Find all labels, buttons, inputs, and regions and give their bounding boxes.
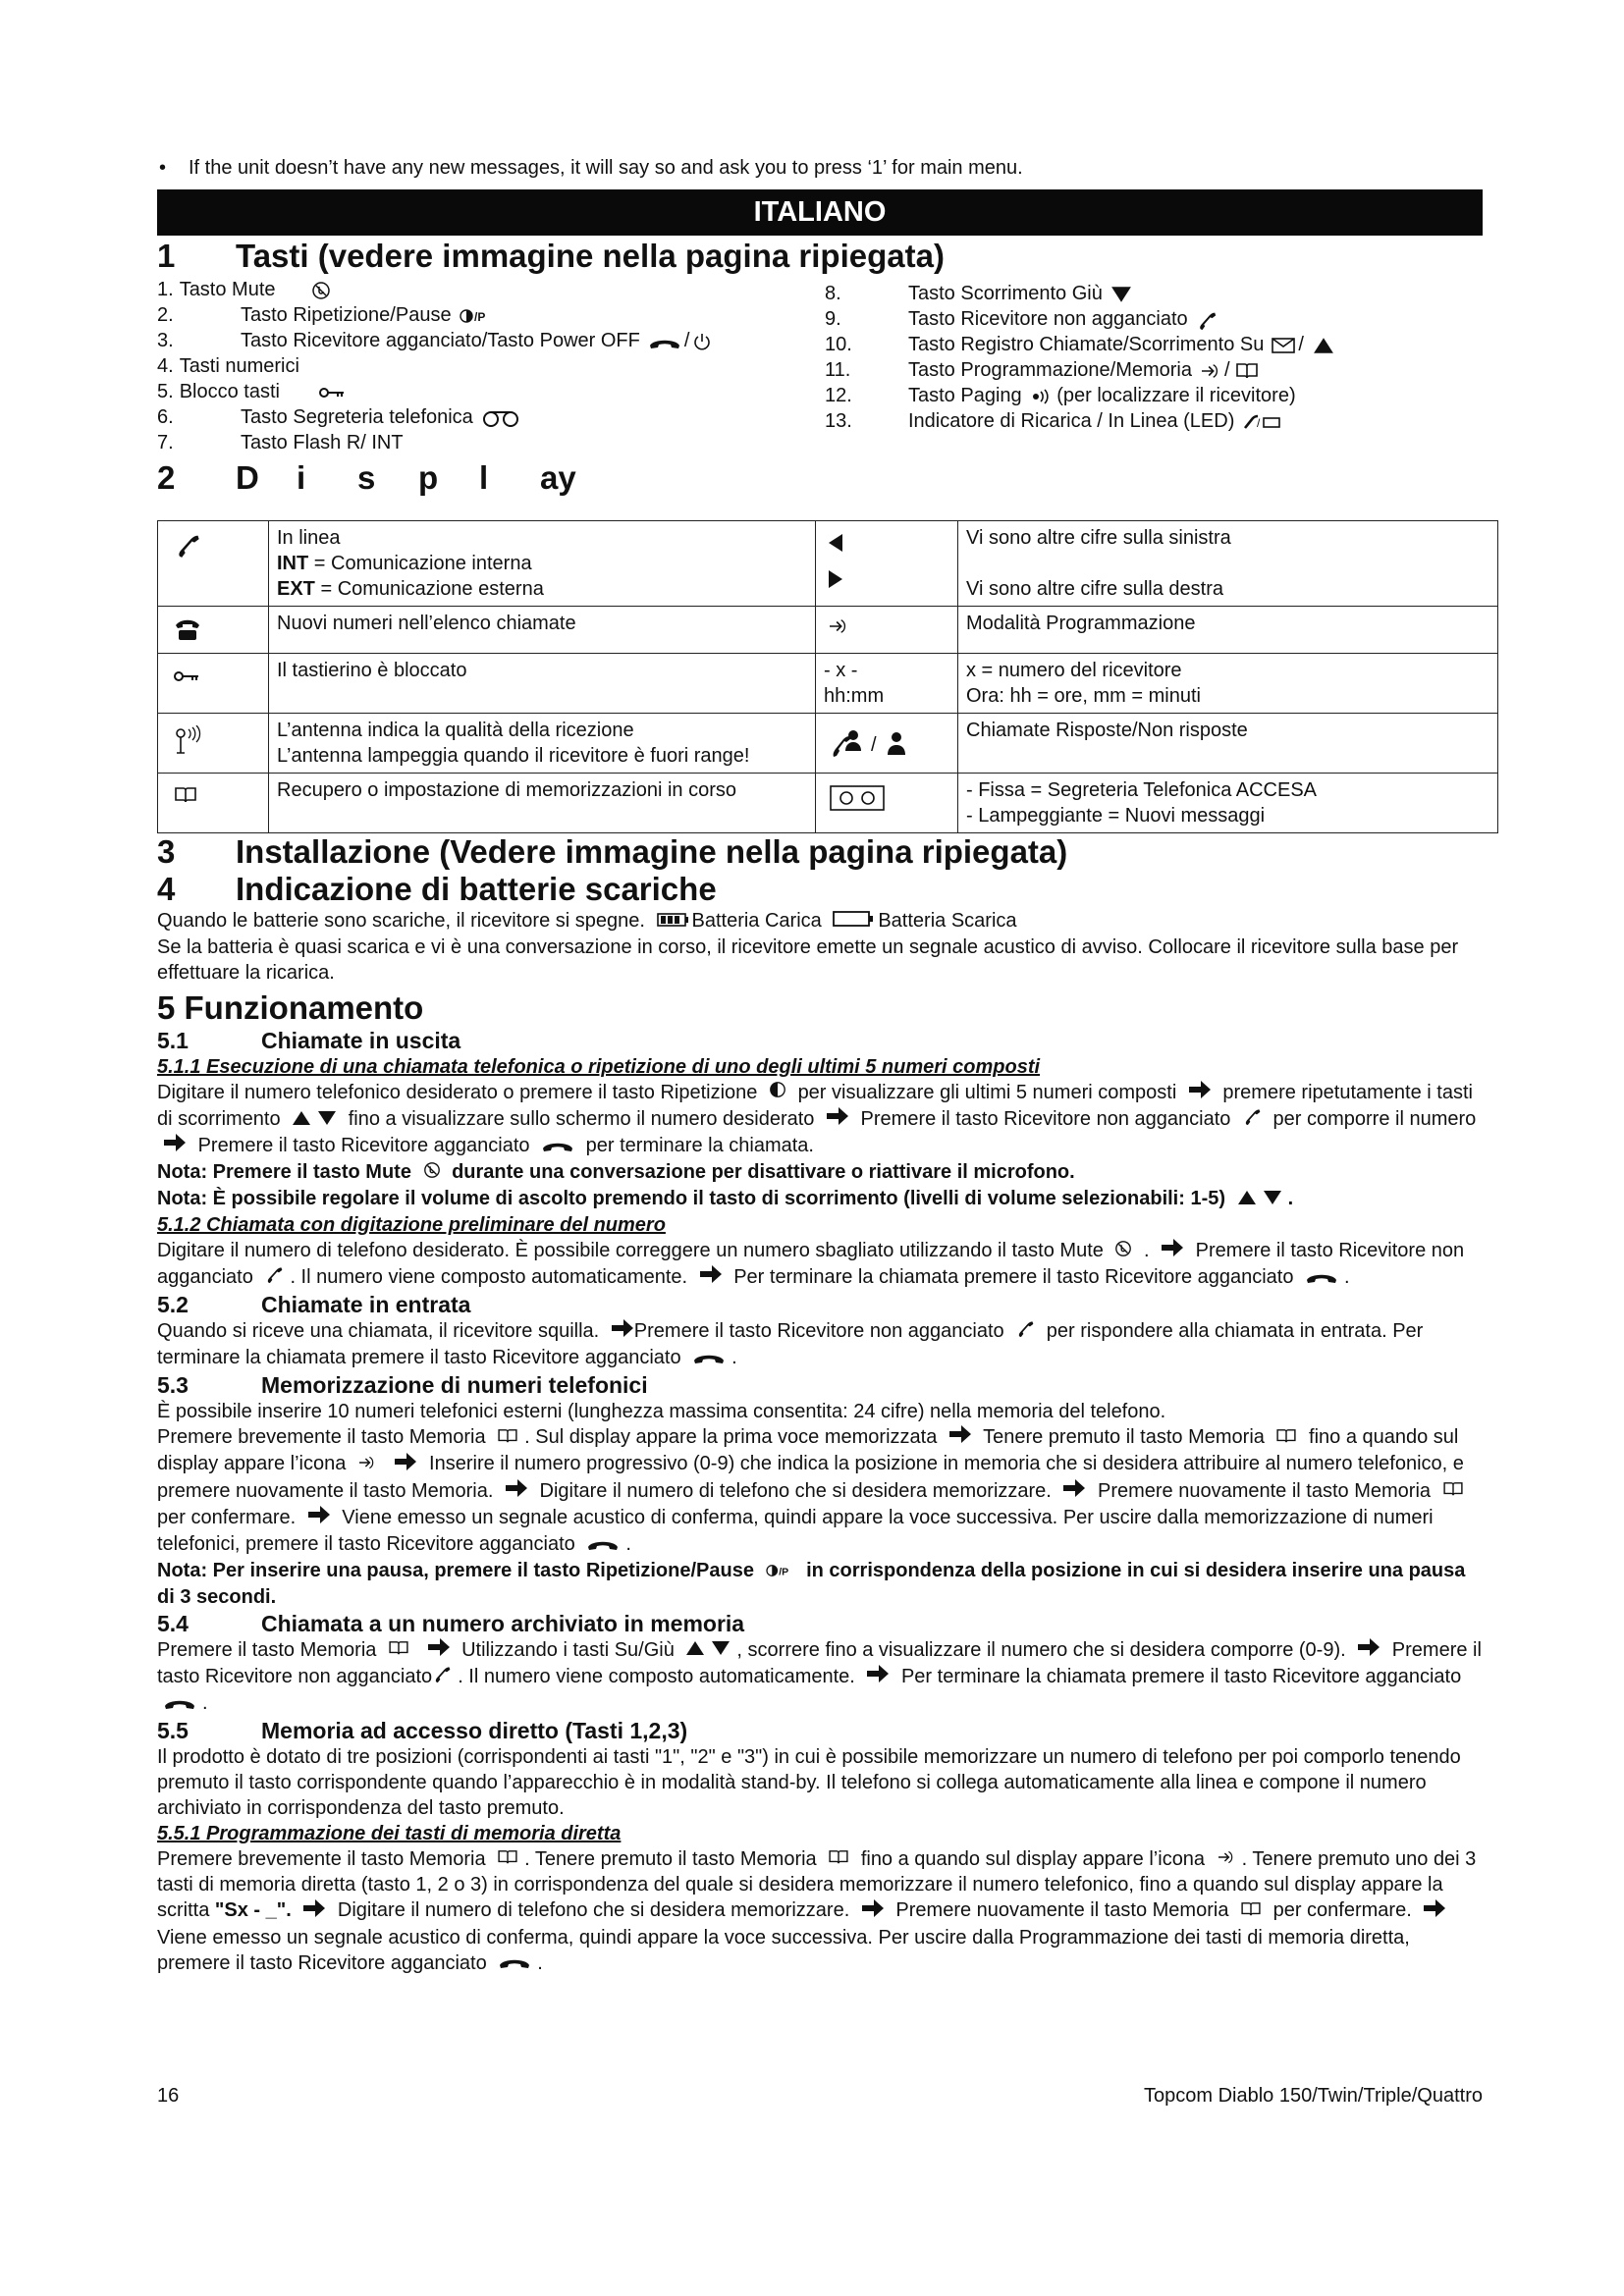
book-icon xyxy=(388,1637,409,1663)
list-item: 11. Tasto Programmazione/Memoria / xyxy=(825,357,1483,383)
right-arrow-icon xyxy=(1357,1637,1380,1664)
paging-icon xyxy=(1030,388,1052,405)
section-5-5-1-text: Premere brevemente il tasto Memoria . Tenere premuto il tasto Memoria fino a quando sul display appare l’icona . Tenere premuto uno dei 3 tasti di memoria diretta (tasto 1, 2 o 3) in corrispondenza del quale si desidera memorizzare il numero telefonico, fino a quando sul display appare la scritta "Sx - _". Digitare il numero di telefono che si desidera memorizzare. Premere nuovamente il tasto Memoria per confermare. Viene emesso un segnale acustico di conferma, quindi appare la voce successiva. Per uscire dalla Programmazione dei tasti di memoria diretta, premere il tasto Ricevitore agganciato . xyxy=(157,1846,1483,1977)
on-hook-icon xyxy=(541,1134,574,1159)
section-2-heading: 2 D i s p l ay xyxy=(157,459,576,496)
arrow-left-icon xyxy=(828,533,949,560)
section-5-1-heading: 5.1 Chiamate in uscita xyxy=(157,1027,461,1053)
intro-bullet-text: If the unit doesn’t have any new messages, it will say so and ask you to press ‘1’ for main menu. xyxy=(189,157,1023,179)
antenna-icon xyxy=(174,725,203,762)
key-list-left xyxy=(157,277,825,455)
book-icon xyxy=(174,785,197,811)
list-item: 8. Tasto Scorrimento Giù xyxy=(825,281,1483,306)
mute-icon xyxy=(1114,1239,1132,1264)
right-arrow-icon xyxy=(1423,1898,1446,1925)
arrow-down-icon xyxy=(317,1107,337,1133)
table-row: L’antenna indica la qualità della ricezione L’antenna lampeggia quando il ricevitore è fuori range! / Chiamate Risposte/Non risposte xyxy=(158,714,1498,774)
right-arrow-icon xyxy=(394,1452,417,1478)
led-icon xyxy=(1242,413,1281,431)
phone-icon xyxy=(174,616,201,649)
right-arrow-icon xyxy=(163,1133,187,1159)
battery-icon xyxy=(833,909,876,934)
section-5-5-1-heading: 5.5.1 Programmazione dei tasti di memoria diretta xyxy=(157,1822,622,1844)
section-5-3-text-1: È possibile inserire 10 numeri telefonici esterni (lunghezza massima consentita: 24 cifre) nella memoria del telefono. xyxy=(157,1401,1166,1423)
table-row: Il tastierino è bloccato - x - hh:mm x = numero del ricevitore Ora: hh = ore, mm = minuti xyxy=(158,654,1498,714)
book-icon xyxy=(828,1846,849,1872)
right-arrow-icon xyxy=(861,1898,885,1925)
section-5-1-2-heading: 5.1.2 Chiamata con digitazione preliminare del numero xyxy=(157,1213,666,1236)
arrow-down-icon xyxy=(711,1637,731,1663)
off-hook-icon xyxy=(1196,309,1218,331)
book-icon xyxy=(1240,1898,1262,1924)
right-arrow-icon xyxy=(1188,1080,1212,1106)
list-item: 9. Tasto Ricevitore non agganciato xyxy=(825,306,1483,332)
arrow-down-icon xyxy=(1263,1187,1282,1212)
list-item: 12. Tasto Paging (per localizzare il ricevitore) xyxy=(825,385,1296,406)
svg-text:/P: /P xyxy=(473,309,485,324)
section-5-heading: 5 Funzionamento xyxy=(157,988,424,1026)
on-hook-icon xyxy=(586,1532,620,1558)
svg-text:/: / xyxy=(871,734,877,756)
on-hook-icon xyxy=(1305,1265,1338,1291)
section-5-1-2-text: Digitare il numero di telefono desiderato. È possibile correggere un numero sbagliato utilizzando il tasto Mute . Premere il tasto Ricevitore non agganciato . Il numero viene composto automaticamente. Per terminare la chiamata premere il tasto Ricevitore agganciato . xyxy=(157,1238,1483,1291)
product-name: Topcom Diablo 150/Twin/Triple/Quattro xyxy=(1144,2085,1483,2107)
program-icon xyxy=(357,1452,377,1477)
program-icon xyxy=(828,616,849,642)
list-item: 5. Blocco tasti xyxy=(157,379,825,404)
right-arrow-icon xyxy=(505,1478,528,1505)
arrow-up-icon xyxy=(685,1637,705,1663)
table-row: Nuovi numeri nell’elenco chiamate Modalità Programmazione xyxy=(158,607,1498,654)
list-item: 1. Tasto Mute xyxy=(157,277,825,302)
off-hook-icon xyxy=(1242,1106,1262,1133)
note-mute: Nota: Premere il tasto Mute durante una conversazione per disattivare o riattivare il microfono. xyxy=(157,1159,1483,1186)
on-hook-icon xyxy=(498,1950,531,1976)
section-5-5-heading: 5.5 Memoria ad accesso diretto (Tasti 1,2,3) xyxy=(157,1717,688,1743)
battery-line: Quando le batterie sono scariche, il ricevitore si spegne. Batteria Carica Batteria Scarica xyxy=(157,908,1483,934)
book-icon xyxy=(1235,362,1259,380)
language-banner: ITALIANO xyxy=(157,189,1483,236)
section-3-heading: 3 Installazione (Vedere immagine nella pagina ripiegata) xyxy=(157,833,1068,870)
svg-text:/: / xyxy=(1257,415,1261,430)
book-icon xyxy=(1275,1425,1297,1451)
section-5-1-1-heading: 5.1.1 Esecuzione di una chiamata telefonica o ripetizione di uno degli ultimi 5 numeri composti xyxy=(157,1055,1041,1078)
list-item: 13. Indicatore di Ricarica / In Linea (LED) / xyxy=(825,408,1483,434)
right-arrow-icon xyxy=(611,1318,634,1345)
key-icon xyxy=(319,387,345,399)
envelope-icon xyxy=(1272,337,1295,354)
on-hook-icon xyxy=(648,334,681,349)
arrow-up-icon xyxy=(292,1107,311,1133)
right-arrow-icon xyxy=(866,1664,890,1690)
right-arrow-icon xyxy=(826,1106,849,1133)
arrow-up-icon xyxy=(1237,1187,1257,1212)
right-arrow-icon xyxy=(427,1637,451,1664)
list-item: 7. Tasto Flash R/ INT xyxy=(157,432,404,454)
on-hook-icon xyxy=(163,1691,196,1717)
arrow-up-icon xyxy=(1313,337,1334,354)
list-item: 10. Tasto Registro Chiamate/Scorrimento Su / xyxy=(825,332,1483,357)
right-arrow-icon xyxy=(302,1898,326,1925)
book-icon xyxy=(497,1846,518,1872)
redial-icon xyxy=(766,1559,795,1584)
table-row: In linea INT = Comunicazione interna EXT = Comunicazione esterna Vi sono altre cifre sulla sinistra Vi sono altre cifre sulla destra xyxy=(158,521,1498,607)
key-icon xyxy=(174,664,199,689)
arrow-down-icon xyxy=(1110,286,1132,303)
right-arrow-icon xyxy=(1161,1238,1184,1264)
section-5-2-text: Quando si riceve una chiamata, il ricevitore squilla. Premere il tasto Ricevitore non agganciato per rispondere alla chiamata in entrata. Per terminare la chiamata premere il tasto Ricevitore agganciato . xyxy=(157,1318,1483,1371)
note-pause: Nota: Per inserire una pausa, premere il tasto Ripetizione/Pause /P in corrispondenza della posizione in cui si desidera inserire una pausa di 3 secondi. xyxy=(157,1559,1466,1608)
mute-icon xyxy=(423,1160,441,1186)
arrow-right-icon xyxy=(828,569,949,596)
program-icon xyxy=(1200,362,1221,380)
list-item: 4. Tasti numerici xyxy=(157,355,299,377)
answered-icon xyxy=(832,727,920,768)
power-icon xyxy=(692,332,712,351)
list-item: 2. Tasto Ripetizione/Pause /P xyxy=(157,302,825,328)
list-item: 6. Tasto Segreteria telefonica xyxy=(157,404,825,430)
tape-icon xyxy=(830,785,885,818)
section-5-4-heading: 5.4 Chiamata a un numero archiviato in memoria xyxy=(157,1610,745,1636)
right-arrow-icon xyxy=(1062,1478,1086,1505)
section-5-4-text: Premere il tasto Memoria Utilizzando i tasti Su/Giù , scorrere fino a visualizzare il numero che si desidera comporre (0-9). Premere il tasto Ricevitore non agganciato . Il numero viene composto automaticamente. Per terminare la chiamata premere il tasto Ricevitore agganciato . xyxy=(157,1637,1483,1717)
off-hook-icon xyxy=(174,531,201,565)
battery-icon xyxy=(657,909,690,934)
section-4-heading: 4 Indicazione di batterie scariche xyxy=(157,871,717,907)
section-5-1-1-text: Digitare il numero telefonico desiderato o premere il tasto Ripetizione per visualizzare gli ultimi 5 numeri composti premere ripetutamente i tasti di scorrimento fino a visualizzare sullo schermo il numero desiderato Premere il tasto Ricevitore non agganciato per comporre il numero Premere il tasto Ricevitore agganciato per terminare la chiamata. xyxy=(157,1080,1483,1160)
section-5-3-heading: 5.3 Memorizzazione di numeri telefonici xyxy=(157,1372,648,1399)
table-row: Recupero o impostazione di memorizzazioni in corso - Fissa = Segreteria Telefonica ACCESA - Lampeggiante = Nuovi messaggi xyxy=(158,774,1498,833)
on-hook-icon xyxy=(692,1346,726,1371)
list-item: 3. Tasto Ricevitore agganciato/Tasto Power OFF / xyxy=(157,328,825,353)
program-icon xyxy=(1217,1846,1236,1872)
book-icon xyxy=(497,1425,518,1451)
redial-icon xyxy=(460,308,493,324)
right-arrow-icon xyxy=(948,1424,972,1451)
page-footer xyxy=(157,2085,1483,2108)
key-list xyxy=(157,277,1483,455)
document-page xyxy=(157,157,1483,1976)
off-hook-icon xyxy=(1015,1318,1035,1345)
right-arrow-icon xyxy=(307,1505,331,1531)
off-hook-icon xyxy=(264,1264,284,1291)
section-5-3-text-2: Premere brevemente il tasto Memoria . Sul display appare la prima voce memorizzata Tenere premuto il tasto Memoria fino a quando sul display appare l’icona Inserire il numero progressivo (0-9) che indica la posizione in memoria che si desidera attribuire al numero telefonico, e premere nuovamente il tasto Memoria. Digitare il numero di telefono che si desidera memorizzare. Premere nuovamente il tasto Memoria per confermare. Viene emesso un segnale acustico di conferma, quindi appare la voce successiva. Per uscire dalla memorizzazione di numeri telefonici, premere il tasto Ricevitore agganciato . xyxy=(157,1424,1483,1558)
section-5-5-text: Il prodotto è dotato di tre posizioni (corrispondenti ai tasti "1", "2" e "3") in cui è possibile memorizzare un numero di telefono per poi comporlo tenendo premuto il tasto corrispondente quando l’apparecchio è in modalità stand-by. Il telefono si collega automaticamente alla linea e compone il numero archiviato in corrispondenza del tasto premuto. xyxy=(157,1745,1461,1819)
tape-icon xyxy=(481,408,520,428)
intro-bullet: • If the unit doesn’t have any new messages, it will say so and ask you to press ‘1’ for main menu. xyxy=(159,157,1023,179)
page-number: 16 xyxy=(157,2085,180,2107)
section-5-2-heading: 5.2 Chiamate in entrata xyxy=(157,1292,471,1318)
book-icon xyxy=(1442,1478,1464,1504)
display-icon-table xyxy=(157,520,1498,833)
redial-icon xyxy=(769,1080,786,1105)
off-hook-icon xyxy=(432,1664,452,1690)
mute-icon xyxy=(311,281,331,300)
key-list-right xyxy=(825,277,1483,455)
right-arrow-icon xyxy=(699,1264,723,1291)
svg-text:/P: /P xyxy=(778,1565,788,1577)
section-1-heading: 1 Tasti (vedere immagine nella pagina ripiegata) xyxy=(157,238,945,274)
battery-text: Se la batteria è quasi scarica e vi è una conversazione in corso, il ricevitore emette un segnale acustico di avviso. Collocare il ricevitore sulla base per effettuare la ricarica. xyxy=(157,935,1459,984)
section-1-title: Tasti (vedere immagine nella pagina ripiegata) xyxy=(236,238,945,274)
note-volume: Nota: È possibile regolare il volume di ascolto premendo il tasto di scorrimento (livelli di volume selezionabili: 1-5) . xyxy=(157,1186,1483,1212)
